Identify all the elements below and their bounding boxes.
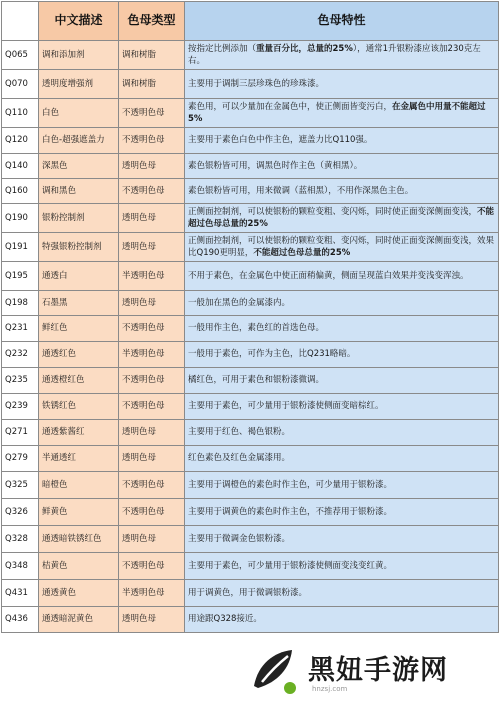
row-name: 通透红色 [39,342,119,368]
row-code: Q195 [2,262,39,291]
table-row [2,607,499,633]
row-properties: 主要用于红色、褐色银粉。 [185,420,499,446]
row-properties: 橘红色，可用于素色和银粉漆微调。 [185,368,499,394]
table-header-row [2,2,499,41]
row-name: 桔黄色 [39,553,119,580]
row-properties: 素色用，可以少量加在金属色中，使正侧面皆变污白，在金属色中用量不能超过5% [185,99,499,128]
row-type: 不透明色母 [119,179,185,204]
table-row [2,316,499,342]
table-row [2,204,499,233]
row-properties: 正侧面控制剂，可以使银粉的颗粒变粗、变闪烁，同时使正面变深侧面变浅，不能超过色母总量的25% [185,204,499,233]
site-watermark [244,640,500,701]
row-name: 通透白 [39,262,119,291]
row-type: 不透明色母 [119,316,185,342]
row-name: 通透暗泥黄色 [39,607,119,633]
row-code: Q328 [2,526,39,553]
row-properties: 主要用于素色，可少量用于银粉漆使侧面变暗棕红。 [185,394,499,420]
header-properties: 色母特性 [185,2,499,41]
row-name: 通透暗铁锈红色 [39,526,119,553]
row-properties: 主要用于微调金色银粉漆。 [185,526,499,553]
color-base-table [1,1,499,633]
table-row [2,446,499,472]
row-name: 铁锈红色 [39,394,119,420]
table-row [2,342,499,368]
row-properties: 主要用于调制三层珍珠色的珍珠漆。 [185,70,499,99]
row-code: Q120 [2,128,39,154]
table-row [2,70,499,99]
row-name: 透明度增强剂 [39,70,119,99]
row-code: Q279 [2,446,39,472]
row-type: 透明色母 [119,420,185,446]
row-name: 通透紫酱红 [39,420,119,446]
table-row [2,262,499,291]
row-code: Q431 [2,580,39,607]
row-properties: 正侧面控制剂，可以使银粉的颗粒变粗、变闪烁，同时使正面变深侧面变浅，效果比Q190更明显，不能超过色母总量的25% [185,233,499,262]
header-name: 中文描述 [39,2,119,41]
row-name: 半通透红 [39,446,119,472]
row-type: 透明色母 [119,446,185,472]
row-type: 半透明色母 [119,580,185,607]
row-name: 深黑色 [39,154,119,179]
row-type: 半透明色母 [119,342,185,368]
row-code: Q191 [2,233,39,262]
row-code: Q235 [2,368,39,394]
row-name: 调和黑色 [39,179,119,204]
row-code: Q232 [2,342,39,368]
table-row [2,580,499,607]
row-type: 不透明色母 [119,99,185,128]
row-code: Q231 [2,316,39,342]
row-properties: 主要用于调橙色的素色时作主色，可少量用于银粉漆。 [185,472,499,499]
table-row [2,420,499,446]
row-type: 不透明色母 [119,499,185,526]
table-row [2,553,499,580]
table-row [2,233,499,262]
row-type: 不透明色母 [119,472,185,499]
row-code: Q326 [2,499,39,526]
row-properties: 按指定比例添加（重量百分比，总量的25%），通常1升银粉漆应该加230克左右。 [185,41,499,70]
row-code: Q271 [2,420,39,446]
table-row [2,526,499,553]
row-properties: 主要用于调黄色的素色时作主色，不推荐用于银粉漆。 [185,499,499,526]
row-name: 调和添加剂 [39,41,119,70]
table-row [2,154,499,179]
row-code: Q348 [2,553,39,580]
header-code [2,2,39,41]
row-name: 暗橙色 [39,472,119,499]
leaf-logo-icon [244,642,302,700]
row-type: 调和树脂 [119,70,185,99]
row-code: Q436 [2,607,39,633]
row-code: Q140 [2,154,39,179]
row-name: 鲜红色 [39,316,119,342]
row-name: 特强银粉控制剂 [39,233,119,262]
row-code: Q070 [2,70,39,99]
row-type: 半透明色母 [119,262,185,291]
row-code: Q325 [2,472,39,499]
row-code: Q160 [2,179,39,204]
row-properties: 红色素色及红色金属漆用。 [185,446,499,472]
row-type: 透明色母 [119,291,185,316]
row-type: 透明色母 [119,233,185,262]
row-properties: 素色银粉皆可用，调黑色时作主色（黄相黑）。 [185,154,499,179]
row-properties: 一般加在黑色的金属漆内。 [185,291,499,316]
row-properties: 不用于素色，在金属色中使正面稍偏黄，侧面呈现蓝白效果并变浅变浑浊。 [185,262,499,291]
row-name: 鲜黄色 [39,499,119,526]
row-type: 不透明色母 [119,128,185,154]
row-type: 透明色母 [119,154,185,179]
table-body [2,41,499,633]
row-code: Q239 [2,394,39,420]
table-row [2,394,499,420]
row-properties: 素色银粉皆可用，用来微调（蓝相黑），不用作深黑色主色。 [185,179,499,204]
row-name: 白色-超强遮盖力 [39,128,119,154]
watermark-title: 黑妞手游网 [308,655,448,686]
row-type: 透明色母 [119,526,185,553]
row-properties: 用于调黄色，用于微调银粉漆。 [185,580,499,607]
table-row [2,291,499,316]
header-type: 色母类型 [119,2,185,41]
row-name: 通透黄色 [39,580,119,607]
row-type: 透明色母 [119,607,185,633]
row-name: 银粉控制剂 [39,204,119,233]
row-type: 透明色母 [119,204,185,233]
row-code: Q198 [2,291,39,316]
table-row [2,99,499,128]
table-row [2,472,499,499]
row-type: 不透明色母 [119,394,185,420]
table-row [2,368,499,394]
row-code: Q110 [2,99,39,128]
row-properties: 一般用作主色，素色红的首选色母。 [185,316,499,342]
row-name: 通透橙红色 [39,368,119,394]
row-type: 不透明色母 [119,368,185,394]
row-type: 不透明色母 [119,553,185,580]
row-properties: 主要用于素色白色中作主色，遮盖力比Q110强。 [185,128,499,154]
table-row [2,41,499,70]
row-code: Q065 [2,41,39,70]
row-name: 石墨黑 [39,291,119,316]
table-row [2,499,499,526]
table-row [2,179,499,204]
row-properties: 一般用于素色，可作为主色，比Q231略暗。 [185,342,499,368]
row-type: 调和树脂 [119,41,185,70]
row-name: 白色 [39,99,119,128]
row-code: Q190 [2,204,39,233]
table-row [2,128,499,154]
watermark-url: hnzsj.com [312,685,348,693]
row-properties: 用途跟Q328接近。 [185,607,499,633]
row-properties: 主要用于素色，可少量用于银粉漆使侧面变浅变红黄。 [185,553,499,580]
